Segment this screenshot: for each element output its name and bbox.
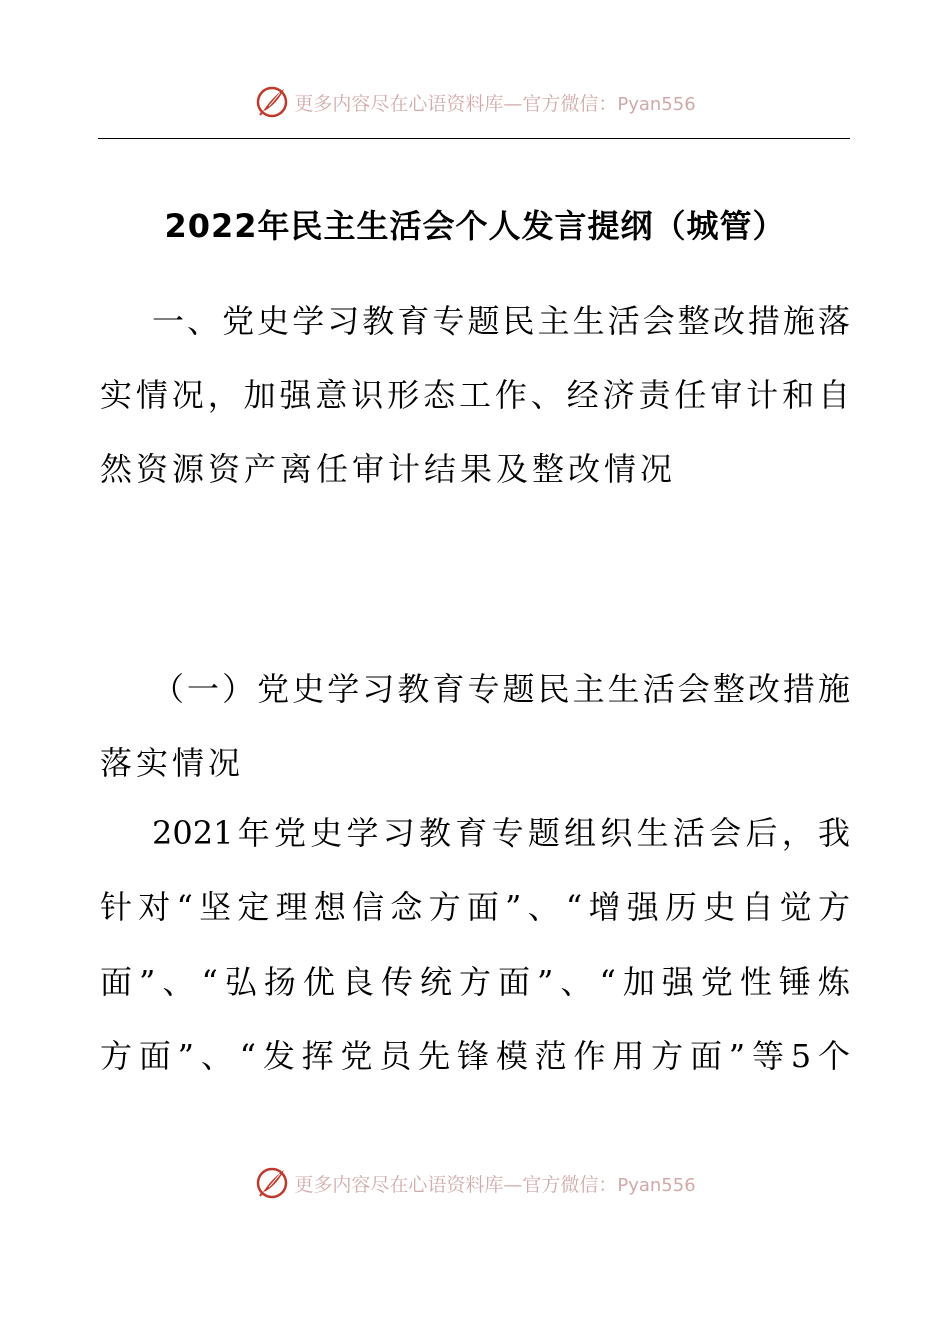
watermark-text [294, 1170, 695, 1197]
quill-pen-logo-icon [254, 84, 290, 120]
paragraph-line: 然资源资产离任审计结果及整改情况 [100, 450, 677, 488]
paragraph-line: （一）党史学习教育专题民主生活会整改措施 [152, 670, 850, 708]
paragraph-line: 针对“坚定理想信念方面”、“增强历史自觉方 [100, 888, 850, 926]
header-watermark [0, 82, 950, 122]
watermark-text-cn: 更多内容尽在心语资料库—官方微信： [294, 92, 618, 115]
paragraph-line: 落实情况 [100, 744, 245, 782]
paragraph-line: 一、党史学习教育专题民主生活会整改措施落 [152, 302, 850, 340]
paragraph-line: 实情况，加强意识形态工作、经济责任审计和自 [100, 376, 850, 414]
footer-watermark [0, 1163, 950, 1203]
document-title: 2022年民主生活会个人发言提纲（城管） [164, 207, 786, 245]
watermark-text [294, 89, 695, 116]
paragraph-line: 方面”、“发挥党员先锋模范作用方面”等5个 [100, 1037, 850, 1075]
paragraph-line: 面”、“弘扬优良传统方面”、“加强党性锤炼 [100, 963, 850, 1001]
paragraph-line: 2021年党史学习教育专题组织生活会后，我 [152, 814, 850, 852]
watermark-text-cn: 更多内容尽在心语资料库—官方微信： [294, 1173, 618, 1196]
header-divider [98, 138, 850, 139]
watermark-text-latin: Pyan556 [617, 1174, 696, 1196]
watermark-text-latin: Pyan556 [617, 93, 696, 115]
quill-pen-logo-icon [254, 1165, 290, 1201]
